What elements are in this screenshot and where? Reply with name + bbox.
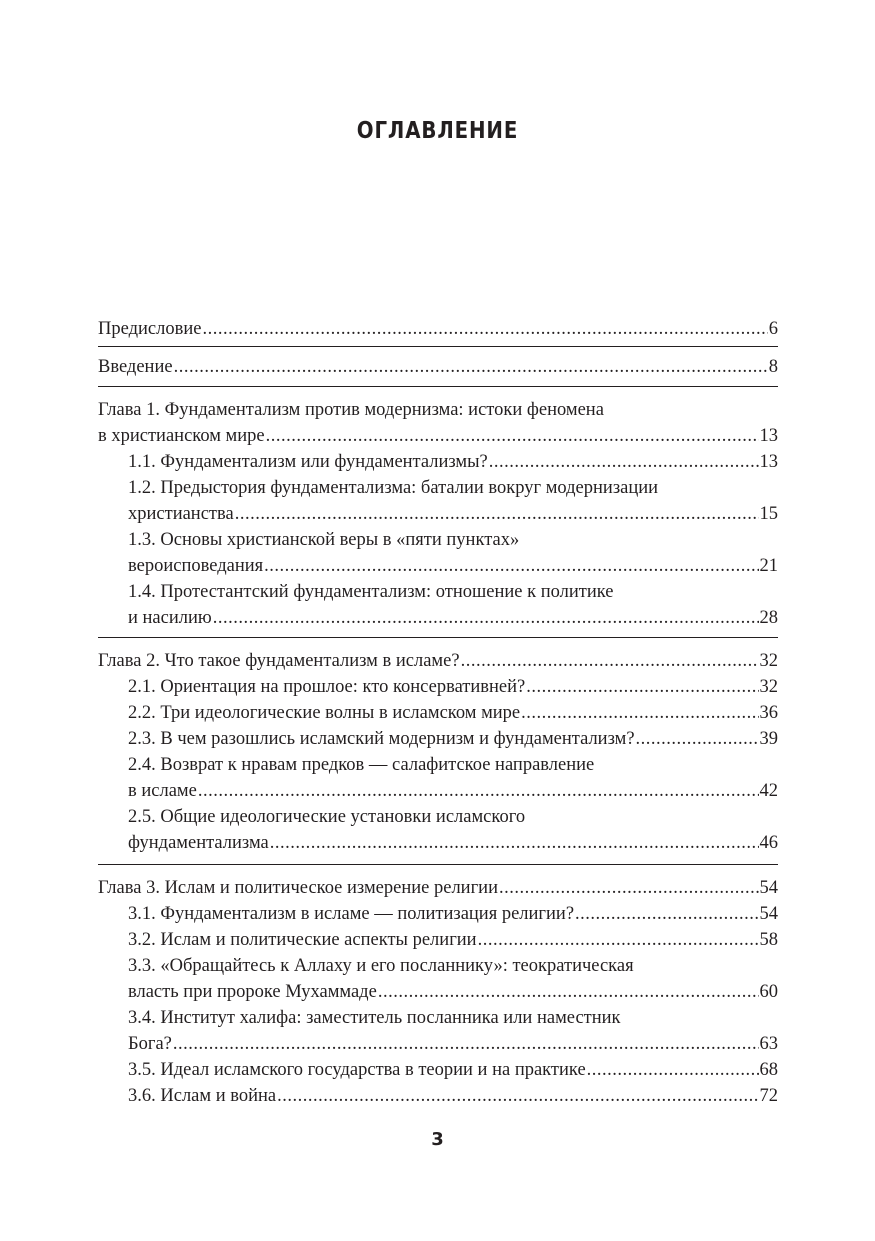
toc-entry-label: фундаментализма: [128, 833, 269, 853]
dot-leader: [202, 316, 767, 342]
dot-leader: [478, 927, 759, 953]
toc-entry-section-1-4[interactable]: [98, 579, 778, 631]
toc-entry-label: 3.1. Фундаментализм в исламе — политизация религии?: [128, 904, 575, 924]
dot-leader: [575, 901, 758, 927]
toc-page-number: 54: [759, 878, 778, 898]
toc-entry-section-3-4[interactable]: [98, 1005, 778, 1057]
toc-entry-line: 2.4. Возврат к нравам предков — салафитское направление: [128, 755, 595, 775]
toc-page-number: 72: [759, 1086, 778, 1106]
toc-entry-section-2-4[interactable]: [98, 752, 778, 804]
toc-entry-section-2-3[interactable]: [98, 726, 778, 752]
toc-page-number: 21: [759, 556, 778, 576]
toc-group-introduction: [98, 347, 778, 387]
toc-page-number: 54: [759, 904, 778, 924]
dot-leader: [636, 726, 759, 752]
toc-page-number: 39: [759, 729, 778, 749]
toc-entry-section-3-1[interactable]: [98, 901, 778, 927]
toc-page-number: 68: [759, 1060, 778, 1080]
toc-entry-label: Предисловие: [98, 319, 202, 339]
page-title: ОГЛАВЛЕНИЕ: [356, 118, 519, 144]
toc-page-number: 63: [759, 1034, 778, 1054]
toc-entry-label: в исламе: [128, 781, 197, 801]
toc-entry-chapter-1[interactable]: [98, 395, 778, 449]
toc-entry-label: 1.1. Фундаментализм или фундаментализмы?: [128, 452, 488, 472]
toc-entry-label: 2.1. Ориентация на прошлое: кто консервативней?: [128, 677, 526, 697]
toc-entry-introduction[interactable]: [98, 352, 778, 380]
toc-group-chapter-1: [98, 387, 778, 638]
toc-page-number: 46: [759, 833, 778, 853]
dot-leader: [499, 875, 759, 901]
toc-entry-section-1-1[interactable]: [98, 449, 778, 475]
toc-entry-label: Бога?: [128, 1034, 172, 1054]
dot-leader: [521, 700, 758, 726]
toc-entry-label: Введение: [98, 357, 173, 377]
toc-entry-line: Глава 1. Фундаментализм против модернизма: истоки феномена: [98, 400, 604, 420]
toc-entry-line: 1.2. Предыстория фундаментализма: баталии вокруг модернизации: [128, 478, 659, 498]
dot-leader: [270, 830, 759, 856]
toc-page-number: 28: [759, 608, 778, 628]
toc-entry-line: 3.4. Институт халифа: заместитель посланника или наместник: [128, 1008, 621, 1028]
toc-page-number: 15: [759, 504, 778, 524]
toc-entry-label: вероисповедания: [128, 556, 264, 576]
toc-entry-line: 1.3. Основы христианской веры в «пяти пунктах»: [128, 530, 520, 550]
dot-leader: [264, 553, 758, 579]
toc-entry-line: 1.4. Протестантский фундаментализм: отношение к политике: [128, 582, 614, 602]
dot-leader: [173, 1031, 759, 1057]
dot-leader: [235, 501, 759, 527]
toc-page-number: 6: [768, 319, 778, 339]
toc-entry-label: и насилию: [128, 608, 212, 628]
toc-group-chapter-2: [98, 638, 778, 865]
toc-entry-label: Глава 2. Что такое фундаментализм в исламе?: [98, 651, 460, 671]
toc-entry-label: 3.2. Ислам и политические аспекты религии: [128, 930, 477, 950]
toc-entry-preface[interactable]: [98, 314, 778, 342]
table-of-contents: [98, 314, 778, 1109]
toc-page-number: 36: [759, 703, 778, 723]
dot-leader: [277, 1083, 758, 1109]
toc-entry-section-3-3[interactable]: [98, 953, 778, 1005]
toc-entry-section-2-5[interactable]: [98, 804, 778, 856]
toc-entry-label: 2.3. В чем разошлись исламский модернизм и фундаментализм?: [128, 729, 635, 749]
toc-entry-chapter-3[interactable]: [98, 873, 778, 901]
toc-page-number: 13: [759, 426, 778, 446]
toc-entry-line: 3.3. «Обращайтесь к Аллаху и его посланнику»: теократическая: [128, 956, 634, 976]
toc-entry-section-1-2[interactable]: [98, 475, 778, 527]
toc-page-number: 42: [759, 781, 778, 801]
toc-page-number: 32: [759, 651, 778, 671]
toc-entry-label: власть при пророке Мухаммаде: [128, 982, 377, 1002]
toc-group-preface: [98, 314, 778, 347]
toc-entry-section-3-5[interactable]: [98, 1057, 778, 1083]
dot-leader: [461, 648, 759, 674]
dot-leader: [526, 674, 758, 700]
toc-entry-section-1-3[interactable]: [98, 527, 778, 579]
dot-leader: [198, 778, 759, 804]
toc-entry-line: 2.5. Общие идеологические установки исламского: [128, 807, 526, 827]
toc-page-number: 8: [768, 357, 778, 377]
toc-entry-section-3-6[interactable]: [98, 1083, 778, 1109]
toc-entry-label: 3.6. Ислам и война: [128, 1086, 277, 1106]
toc-entry-chapter-2[interactable]: [98, 646, 778, 674]
toc-page-number: 13: [759, 452, 778, 472]
dot-leader: [266, 423, 759, 449]
toc-entry-section-2-1[interactable]: [98, 674, 778, 700]
dot-leader: [489, 449, 759, 475]
toc-page-number: 60: [759, 982, 778, 1002]
dot-leader: [587, 1057, 759, 1083]
toc-entry-section-2-2[interactable]: [98, 700, 778, 726]
toc-entry-label: Глава 3. Ислам и политическое измерение религии: [98, 878, 498, 898]
toc-entry-section-3-2[interactable]: [98, 927, 778, 953]
toc-page-number: 58: [759, 930, 778, 950]
toc-page-number: 32: [759, 677, 778, 697]
toc-group-chapter-3: [98, 865, 778, 1109]
dot-leader: [213, 605, 759, 631]
page-number: 3: [431, 1129, 444, 1150]
toc-entry-label: 3.5. Идеал исламского государства в теории и на практике: [128, 1060, 586, 1080]
toc-entry-label: в христианском мире: [98, 426, 265, 446]
dot-leader: [174, 354, 768, 380]
dot-leader: [378, 979, 759, 1005]
toc-entry-label: христианства: [128, 504, 234, 524]
toc-entry-label: 2.2. Три идеологические волны в исламском мире: [128, 703, 521, 723]
